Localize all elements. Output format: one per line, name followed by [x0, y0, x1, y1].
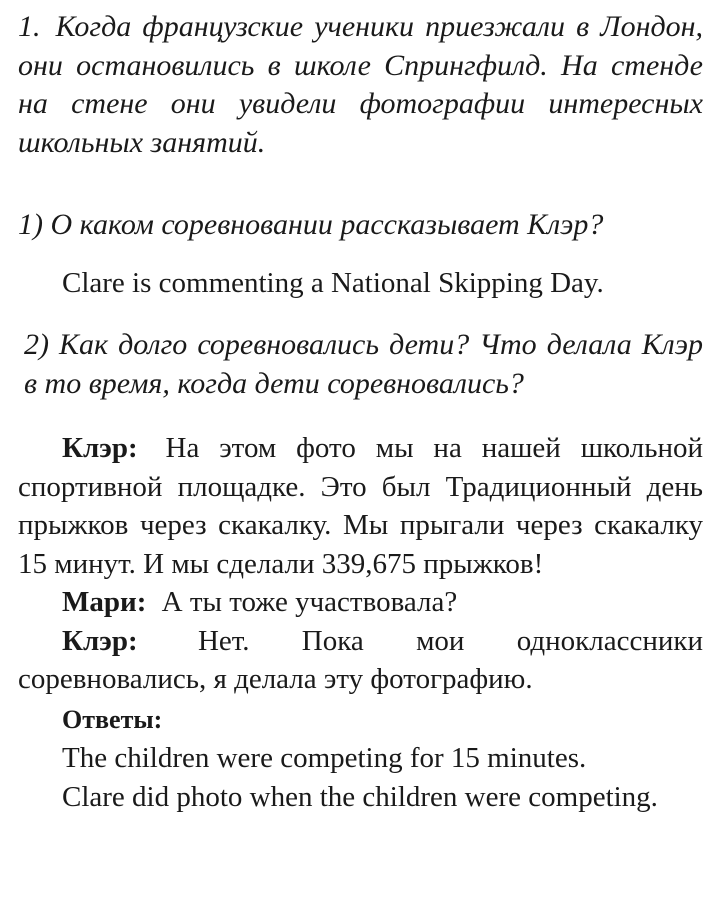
- answer-1: Clare is commenting a National Skipping Day.: [62, 267, 604, 299]
- dialog-speaker: Клэр:: [62, 432, 138, 464]
- answer-line-2: Clare did photo when the children were competing.: [62, 780, 658, 813]
- answers-heading: Ответы:: [62, 704, 163, 734]
- dialog-line-1: [18, 429, 703, 583]
- dialog-line-2: [18, 583, 703, 622]
- dialog-line-3: [18, 622, 703, 699]
- question-2: 2) Как долго соревновались дети? Что делала Клэр в то время, когда дети соревновались?: [24, 328, 703, 400]
- dialog-text: На этом фото мы на нашей школьной спортивной площадке. Это был Традиционный день прыжков через скакалку. Мы прыгали через скакалку 15 минут. И мы сделали 339,675 прыжков!: [18, 432, 703, 580]
- exercise-number: 1.: [18, 10, 41, 43]
- intro-paragraph: [18, 8, 703, 162]
- intro-text: Когда французские ученики приезжали в Лондон, они остановились в школе Спрингфилд. На стенде на стене они увидели фотографии интересных школьных занятий.: [18, 10, 704, 159]
- answer-line-1: The children were competing for 15 minutes.: [62, 742, 587, 774]
- dialog-speaker: Клэр:: [62, 624, 138, 657]
- dialog-speaker: Мари:: [62, 586, 147, 618]
- question-1: 1) О каком соревновании рассказывает Клэр?: [18, 208, 604, 241]
- dialog-text: А ты тоже участвовала?: [161, 586, 458, 618]
- dialog-text: Нет. Пока мои одноклассники соревновались, я делала эту фотографию.: [18, 624, 704, 695]
